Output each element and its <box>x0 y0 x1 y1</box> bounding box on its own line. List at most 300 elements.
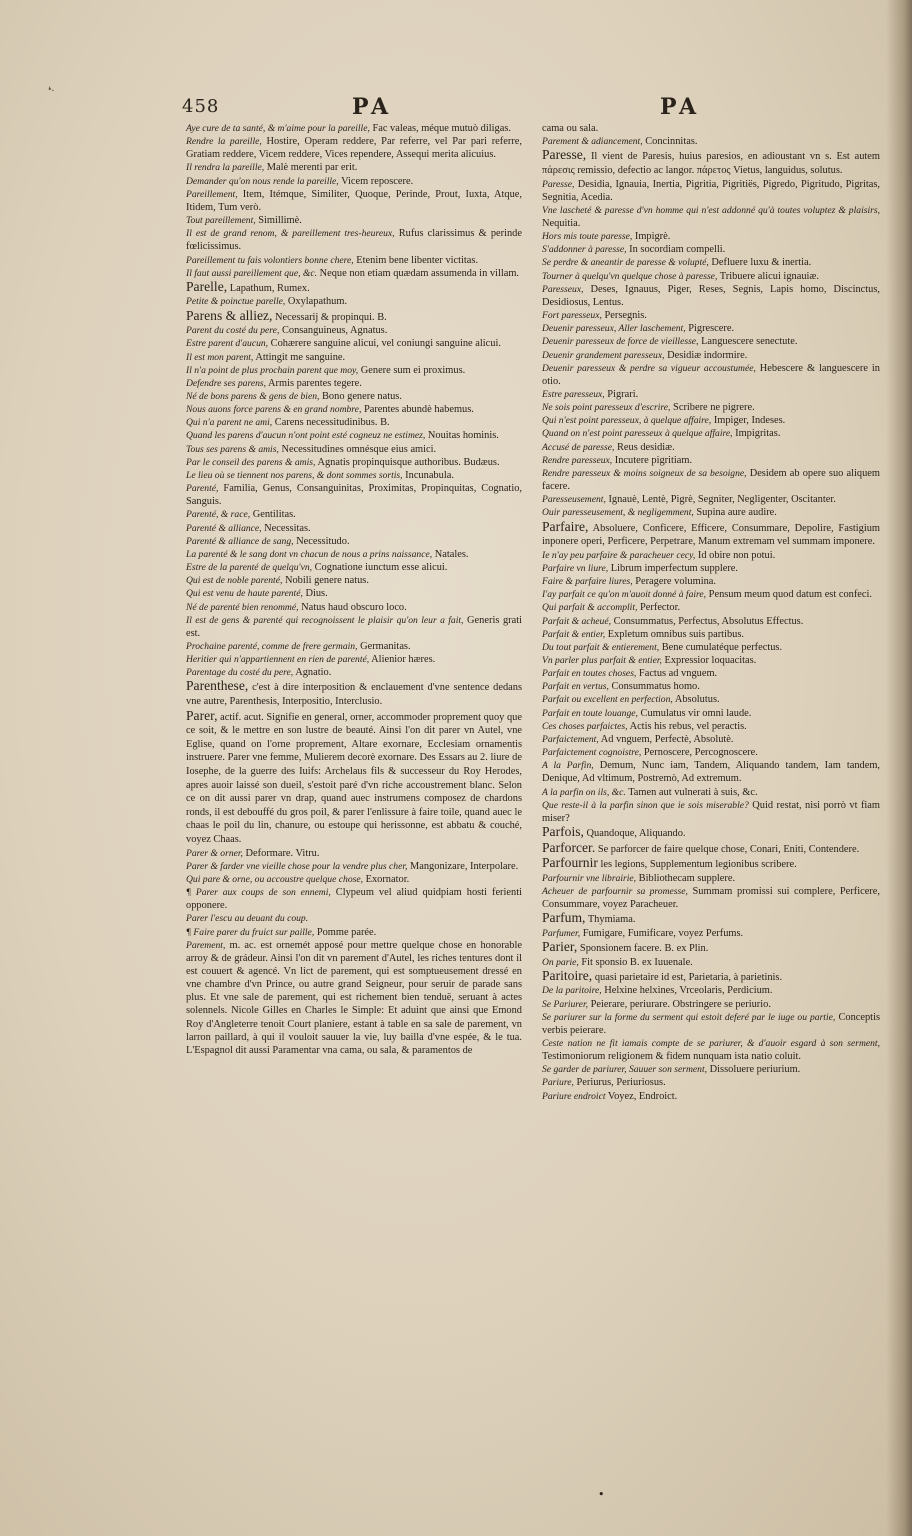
entry-french: Acheuer de parfournir sa promesse, <box>542 885 688 897</box>
entry-latin: Tribuere alicui ignauiæ. <box>717 270 819 282</box>
entry-latin: Id obire non potui. <box>695 549 776 561</box>
dictionary-entry <box>542 601 880 614</box>
entry-latin: Nequitia. <box>542 217 581 229</box>
dictionary-entry <box>186 709 522 847</box>
entry-latin: Ignauè, Lentè, Pigrè, Segniter, Negligenter, Oscitanter. <box>605 494 836 506</box>
entry-french: Ie n'ay peu parfaire & paracheuer cecy, <box>542 549 696 561</box>
entry-latin: Persegnis. <box>601 310 647 322</box>
entry-french: S'addonner à paresse, <box>542 244 627 256</box>
dictionary-entry <box>186 939 522 1057</box>
entry-french: Paresseux, <box>542 283 584 295</box>
entry-french: Qui pare & orne, ou accoustre quelque chose, <box>186 873 364 885</box>
entry-french: Rendre la pareille, <box>186 136 262 148</box>
entry-french: Parier, <box>542 939 578 955</box>
entry-latin: Impigritas. <box>732 428 781 440</box>
entry-latin: Hebescere & languescere in otio. <box>542 362 880 387</box>
entry-french: Nous auons force parens & en grand nombre, <box>186 404 362 416</box>
entry-latin: Necessitudines omnésque eius amici. <box>278 443 437 455</box>
entry-latin: Genere sum ei proximus. <box>358 364 466 376</box>
entry-french: Tourner à quelqu'vn quelque chose à paresse, <box>542 270 718 282</box>
entry-french: Parer, <box>186 707 218 723</box>
entry-french: Parfait ou excellent en perfection, <box>542 694 673 706</box>
left-column <box>186 122 522 1057</box>
dictionary-entry <box>542 911 880 927</box>
entry-french: Estre paresseux, <box>542 389 605 400</box>
entry-french: Par le conseil des parens & amis, <box>186 456 316 468</box>
entry-french: Parfaictement cognoistre, <box>542 747 642 759</box>
entry-latin: Tamen aut vulnerati à suis, &c. <box>625 786 758 798</box>
dictionary-entry <box>542 733 880 746</box>
entry-french: Parentage du costé du pere, <box>186 667 294 679</box>
entry-french: Parfum, <box>542 910 586 926</box>
entry-french: Ceste nation ne fit iamais compte de se pariurer, & d'auoir esgard à son serment, <box>542 1038 880 1049</box>
entry-french: I'ay parfait ce qu'on m'auoit donné à faire, <box>542 589 707 601</box>
entry-latin: Bene cumulatéque perfectus. <box>659 641 783 653</box>
entry-latin: Factus ad vnguem. <box>636 668 718 680</box>
entry-latin: Desidia, Ignauia, Inertia, Pigritia, Pigritiës, Pigredo, Pigritudo, Pigritas, Segnitia, Acedia. <box>542 178 880 203</box>
entry-french: Parfait en toutes choses, <box>542 668 637 680</box>
entry-latin: Hostire, Operam reddere, Par referre, vel Par pari referre, Gratiam reddere, Vicem reddere, Vices rependere, Assequi merita alicuius. <box>186 136 522 161</box>
dictionary-entry <box>186 886 522 912</box>
ink-mark: ❛· <box>48 86 55 97</box>
dictionary-entry <box>186 161 522 174</box>
dictionary-entry <box>186 416 522 429</box>
entry-french: Petite & poinctue parelle, <box>186 296 286 308</box>
entry-latin: Voyez, Endroict. <box>605 1090 678 1102</box>
entry-latin: Impiger, Indeses. <box>711 415 786 427</box>
entry-latin: Periurus, Periuriosus. <box>573 1077 666 1089</box>
entry-french: La parenté & le sang dont vn chacun de nous a prins naissance, <box>186 548 433 560</box>
entry-latin: Carens necessitudinibus. B. <box>272 417 390 429</box>
dictionary-entry <box>186 522 522 535</box>
entry-latin: Neque non etiam quædam assumenda in villam. <box>317 267 520 279</box>
entry-latin: Actis his rebus, vel peractis. <box>627 720 747 732</box>
entry-french: Vn parler plus parfait & entier, <box>542 655 662 666</box>
dictionary-entry <box>186 873 522 886</box>
entry-french: Pareillement, <box>186 188 238 200</box>
dictionary-entry <box>542 549 880 562</box>
entry-french: Parfaictement, <box>542 733 599 745</box>
dictionary-entry <box>542 362 880 388</box>
entry-latin: Peragere volumina. <box>632 576 716 588</box>
entry-latin: Pigrari. <box>604 389 639 400</box>
entry-latin: Peierare, periurare. Obstringere se periurio. <box>588 998 771 1010</box>
entry-french: On parie, <box>542 956 579 968</box>
entry-latin: les legions, Supplementum legionibus scribere. <box>597 859 797 871</box>
entry-latin: Testimoniorum religionem & fidem nunquam ista natio coluit. <box>542 1051 801 1063</box>
entry-latin: Pernoscere, Percognoscere. <box>641 747 758 759</box>
entry-latin: Bono genere natus. <box>319 391 402 402</box>
dictionary-entry <box>542 1076 880 1089</box>
dictionary-entry <box>186 548 522 561</box>
dictionary-entry <box>186 601 522 614</box>
entry-latin: Consummatus, Perfectus, Absolutus Effectus. <box>611 615 804 627</box>
entry-latin: Fac valeas, méque mutuò diligas. <box>369 123 511 134</box>
entry-latin: Desidiæ indormire. <box>664 349 748 361</box>
entry-french: Parenté, <box>186 483 219 495</box>
entry-french: Rendre paresseux, <box>542 454 613 466</box>
entry-latin: Pensum meum quod datum est confeci. <box>706 589 873 601</box>
entry-latin: Absoluere, Conficere, Efficere, Consummare, Depolire, Fastigium inponere operi, Perficere, Perpetrare, Manum extremam vel summam imponere. <box>542 522 880 548</box>
entry-latin: Thymiama. <box>585 914 636 926</box>
entry-latin: Natales. <box>432 548 469 560</box>
entry-latin: Summam promissi sui complere, Perficere, Consummare, voyez Paracheuer. <box>542 885 880 911</box>
dictionary-entry <box>186 640 522 653</box>
entry-latin: Cohærere sanguine alicui, vel coniungi sanguine alicui. <box>268 338 501 350</box>
entry-latin: cama ou sala. <box>542 123 599 134</box>
dictionary-entry <box>186 337 522 350</box>
dictionary-entry <box>186 267 522 280</box>
entry-latin: Perfector. <box>637 602 681 614</box>
entry-french: Ouir paresseusement, & negligemment, <box>542 507 694 519</box>
entry-french: Aye cure de ta santé, & m'aime pour la pareille, <box>186 123 370 134</box>
dictionary-entry <box>542 1011 880 1037</box>
entry-french: Defendre ses parens, <box>186 377 267 389</box>
entry-french: Estre de la parenté de quelqu'vn, <box>186 562 313 574</box>
dictionary-entry <box>186 122 522 135</box>
entry-latin: Agnatis propinquisque authoribus. Budæus. <box>315 456 500 468</box>
dictionary-entry <box>186 561 522 574</box>
entry-latin: Generis grati est. <box>186 614 522 639</box>
entry-latin: Expressior loquacitas. <box>661 655 757 666</box>
entry-latin: Dius. <box>302 588 328 600</box>
entry-french: Parfait & acheué, <box>542 615 612 627</box>
entry-latin: Ad vnguem, Perfectè, Absolutè. <box>598 733 734 745</box>
dictionary-entry <box>186 214 522 227</box>
entry-french: Il est de gens & parenté qui recognoissent le plaisir qu'on leur a fait, <box>186 614 464 626</box>
entry-french: Prochaine parenté, comme de frere germain, <box>186 640 358 652</box>
dictionary-entry <box>186 456 522 469</box>
dictionary-entry <box>542 856 880 872</box>
entry-french: ¶ Faire parer du fruict sur paille, <box>186 926 315 938</box>
entry-french: Parement, <box>186 939 226 951</box>
entry-latin: Helxine helxines, Vrceolaris, Perdicium. <box>601 985 773 997</box>
entry-french: Qui n'a parent ne ami, <box>186 417 273 429</box>
entry-french: Paresse, <box>542 178 575 190</box>
dictionary-entry <box>542 506 880 519</box>
dictionary-entry <box>542 759 880 785</box>
entry-french: De la paritoire, <box>542 985 602 997</box>
entry-french: Parfait en toute louange, <box>542 707 638 719</box>
entry-latin: Pigrescere. <box>685 323 735 335</box>
page-number: 458 <box>182 96 220 117</box>
entry-french: Parent du costé du pere, <box>186 325 280 337</box>
dictionary-entry <box>186 188 522 214</box>
entry-latin: Deses, Ignauus, Piger, Reses, Segnis, Lapis homo, Discinctus, Desidiosus, Lentus. <box>542 283 880 308</box>
entry-latin: Concinnitas. <box>642 136 698 148</box>
entry-latin: Necessitudo. <box>293 535 350 547</box>
dictionary-entry <box>542 956 880 969</box>
entry-french: Le lieu où se tiennent nos parens, & dont sommes sortis, <box>186 469 403 481</box>
dictionary-entry <box>542 178 880 204</box>
entry-french: Parenthese, <box>186 678 249 694</box>
entry-latin: Clypeum vel aliud quidpiam hosti ferienti opponere. <box>186 887 522 912</box>
dictionary-entry <box>186 403 522 416</box>
entry-french: Qui est de noble parenté, <box>186 575 283 587</box>
dictionary-entry <box>542 148 880 177</box>
entry-french: Pariure endroict <box>542 1090 606 1102</box>
dictionary-entry <box>542 414 880 427</box>
entry-french: Demander qu'on nous rende la pareille, <box>186 175 339 187</box>
dictionary-entry <box>186 377 522 390</box>
dictionary-entry <box>542 575 880 588</box>
entry-latin: Mangonizare, Interpolare. <box>407 860 519 872</box>
dictionary-entry <box>542 283 880 309</box>
dictionary-entry <box>542 693 880 706</box>
entry-latin: Dissoluere periurium. <box>707 1064 801 1076</box>
entry-latin: Parentes abundè habemus. <box>361 404 474 416</box>
entry-latin: quasi parietaire id est, Parietaria, à parietinis. <box>592 971 783 983</box>
entry-french: Deuenir paresseux de force de vieillesse, <box>542 336 699 348</box>
entry-french: Parfournir vne librairie, <box>542 872 637 884</box>
dictionary-entry <box>542 322 880 335</box>
dictionary-entry <box>542 441 880 454</box>
dictionary-entry <box>186 469 522 482</box>
entry-french: Il faut aussi pareillement que, &c. <box>186 267 318 279</box>
dictionary-entry <box>542 135 880 148</box>
entry-latin: Consanguineus, Agnatus. <box>279 325 388 337</box>
dictionary-entry <box>186 860 522 873</box>
running-head-left: PA <box>352 94 393 120</box>
dictionary-entry <box>542 654 880 667</box>
entry-latin: Languescere senectute. <box>698 336 798 348</box>
dictionary-entry <box>186 443 522 456</box>
dictionary-entry <box>542 872 880 885</box>
entry-latin: Familia, Genus, Consanguinitas, Proximitas, Propinquitas, Cognatio, Sanguis. <box>186 483 522 508</box>
entry-french: Parforcer. <box>542 839 596 855</box>
entry-latin: Lapathum, Rumex. <box>227 282 310 294</box>
dictionary-entry <box>542 335 880 348</box>
entry-french: Parfaire vn liure, <box>542 562 609 574</box>
entry-french: Ne sois point paresseux d'escrire, <box>542 402 671 414</box>
entry-french: Parfait & entier, <box>542 628 606 640</box>
entry-latin: Desidem ab opere suo aliquem facere. <box>542 467 880 493</box>
dictionary-entry <box>542 270 880 283</box>
dictionary-entry <box>542 520 880 549</box>
dictionary-entry <box>186 351 522 364</box>
entry-latin: In socordiam compelli. <box>626 244 726 256</box>
dictionary-entry <box>542 349 880 362</box>
entry-latin: Fit sponsio B. ex Iuuenale. <box>578 956 693 968</box>
entry-french: Tout pareillement, <box>186 215 256 227</box>
entry-french: Parenté, & race, <box>186 509 251 521</box>
entry-french: Quand on n'est point paresseux à quelque affaire, <box>542 428 733 440</box>
entry-latin: Malè merenti par erit. <box>264 162 358 174</box>
entry-latin: Nouitas hominis. <box>425 430 499 442</box>
entry-latin: Scribere ne pigrere. <box>670 402 755 414</box>
entry-french: Parer & orner, <box>186 847 243 859</box>
dictionary-entry <box>542 927 880 940</box>
entry-latin: Expletum omnibus suis partibus. <box>605 628 744 640</box>
entry-french: Il n'a point de plus prochain parent que moy, <box>186 364 359 376</box>
entry-french: Il est de grand renom, & pareillement tres-heureux, <box>186 228 395 240</box>
dictionary-entry <box>186 912 522 925</box>
dictionary-entry <box>542 204 880 230</box>
entry-latin: Sponsionem facere. B. ex Plin. <box>577 943 709 955</box>
entry-french: A la Parfin, <box>542 760 594 772</box>
dictionary-entry <box>542 615 880 628</box>
entry-latin: Agnatio. <box>293 667 332 679</box>
entry-french: Paresseusement, <box>542 494 606 506</box>
dictionary-entry <box>542 667 880 680</box>
dictionary-entry <box>542 984 880 997</box>
dictionary-entry <box>542 122 880 135</box>
dictionary-entry <box>542 427 880 440</box>
entry-latin: Oxylapathum. <box>285 296 348 308</box>
entry-latin: Armis parentes tegere. <box>266 377 362 389</box>
entry-french: Ces choses parfaictes, <box>542 720 628 732</box>
dictionary-entry <box>542 680 880 693</box>
entry-french: Hors mis toute paresse, <box>542 231 633 243</box>
dictionary-entry <box>542 562 880 575</box>
entry-latin: Il vient de Paresis, huius paresios, en adioustant vn s. Est autem πάρεσις remissio, defectio ac langor. πάρετος Vietus, languidus, solutus. <box>542 151 880 176</box>
dictionary-entry <box>542 230 880 243</box>
dictionary-entry <box>186 254 522 267</box>
entry-latin: m. ac. est ornemét apposé pour mettre quelque chose en honorable arroy & de grádeur. Ainsi l'on dit vn parement d'Autel, les riches tentures dont il est couuert & agencé. Vn lict de parement, qui est somptueusement dressé en vne chambre d'vn Prince, ou autre grand Seigneur, pour seruir de parade sans plus. Et vne sale de parement, qui est richement bien tenduë, seruant à actes solennels. Nicole Gilles en Charles le Simple: Et aduint que ainsi que Emond Roy d'Angleterre tenoit Court planiere, estant à table en sa sale de parement, vn larron paillard, à qui il vouloit sauuer la vie, luy bailla d'vne espée, & le tua. L'Espagnol dit aussi Paramentar vna cama, ou sala, & paramentos de <box>186 939 522 1056</box>
entry-latin: Reus desidiæ. <box>614 441 675 453</box>
entry-french: Parenté & alliance de sang, <box>186 535 294 547</box>
entry-french: Deuenir paresseux, Aller laschement, <box>542 323 686 335</box>
entry-latin: Librum imperfectum supplere. <box>608 562 739 574</box>
dictionary-entry <box>542 799 880 825</box>
dictionary-entry <box>542 720 880 733</box>
entry-french: Parfumer, <box>542 927 581 939</box>
entry-french: Quand les parens d'aucun n'ont point esté cogneuz ne estimez, <box>186 430 426 442</box>
entry-latin: Alienior hæres. <box>369 654 436 666</box>
dictionary-entry <box>186 364 522 377</box>
dictionary-entry <box>542 401 880 414</box>
entry-french: Né de parenté bien renommé, <box>186 601 299 613</box>
entry-latin: Se parforcer de faire quelque chose, Conari, Eniti, Contendere. <box>595 843 860 855</box>
dictionary-entry <box>542 1090 880 1103</box>
entry-latin: Incutere pigritiam. <box>612 454 693 466</box>
dictionary-entry <box>186 508 522 521</box>
entry-latin: Incunabula. <box>402 469 454 481</box>
dictionary-entry <box>186 679 522 708</box>
dictionary-entry <box>542 786 880 799</box>
entry-french: Se perdre & aneantir de paresse & volupté, <box>542 257 709 269</box>
entry-french: Né de bons parens & gens de bien, <box>186 391 320 402</box>
dictionary-entry <box>542 969 880 985</box>
page-edge-shadow <box>886 0 912 1536</box>
entry-latin: Natus haud obscuro loco. <box>298 601 407 613</box>
entry-french: Du tout parfait & entierement, <box>542 641 660 653</box>
entry-french: Parer l'escu au deuant du coup. <box>186 913 309 925</box>
entry-french: Heritier qui n'appartiennent en rien de parenté, <box>186 654 370 666</box>
dictionary-entry <box>186 574 522 587</box>
entry-french: Qui est venu de haute parenté, <box>186 588 303 600</box>
dictionary-entry <box>542 885 880 911</box>
entry-latin: Rufus clarissimus & perinde fœlicissimus. <box>186 228 522 253</box>
dictionary-entry <box>542 454 880 467</box>
entry-latin: Attingit me sanguine. <box>253 351 346 363</box>
entry-french: Pariure, <box>542 1077 574 1089</box>
dictionary-entry <box>542 256 880 269</box>
dictionary-entry <box>186 614 522 640</box>
entry-french: Parfournir <box>542 855 598 871</box>
dictionary-entry <box>186 280 522 296</box>
entry-french: Parenté & alliance, <box>186 522 262 534</box>
entry-french: Parement & adiancement, <box>542 136 643 148</box>
entry-french: Il rendra la pareille, <box>186 162 265 174</box>
dictionary-entry <box>186 926 522 939</box>
entry-french: Parfois, <box>542 824 584 840</box>
entry-french: Qui parfait & accomplit, <box>542 602 638 614</box>
dictionary-entry <box>542 998 880 1011</box>
dictionary-entry <box>542 641 880 654</box>
right-column <box>542 122 880 1103</box>
entry-french: Vne lascheté & paresse d'vn homme qui n'est addonné qu'à toutes voluptez & plaisirs, <box>542 204 880 216</box>
entry-french: Tous ses parens & amis, <box>186 443 279 455</box>
entry-latin: Etenim bene libenter victitas. <box>353 254 479 266</box>
dictionary-entry <box>186 482 522 508</box>
entry-french: Accusé de paresse, <box>542 441 615 453</box>
running-head-right: PA <box>660 94 701 120</box>
dictionary-entry <box>542 243 880 256</box>
entry-french: Paritoire, <box>542 967 593 983</box>
entry-latin: Germanitas. <box>357 640 411 652</box>
entry-latin: Exornator. <box>363 873 410 885</box>
dictionary-entry <box>542 940 880 956</box>
dictionary-entry <box>186 309 522 325</box>
entry-latin: Conceptis verbis peierare. <box>542 1011 881 1036</box>
entry-latin: Fumigare, Fumificare, voyez Perfums. <box>580 927 744 939</box>
entry-french: Parer & farder vne vieille chose pour la vendre plus cher, <box>186 860 408 872</box>
entry-latin: Deformare. Vitru. <box>242 847 320 859</box>
entry-french: Rendre paresseux & moins soigneux de sa besoigne, <box>542 467 747 479</box>
dictionary-entry <box>542 588 880 601</box>
entry-french: Paresse, <box>542 147 587 163</box>
entry-latin: actif. acut. Signifie en general, orner, accommoder proprement quoy que ce soit, & le mettre en son lustre de beauté. Ainsi l'on dit parer vn Autel, vne Eglise, quand on l'orne proprement, Altare exornare, Ecclesiam ornamentis instruere. Parer vne femme, Mulierem decorè exornare. Des Essars au 2. liure de Iosephe, de la guerre des Iuifs: Archelaus fils & successeur du Roy Herodes, apres auoir laissé son dueil, s'estoit paré d'vn riche accoustrement blanc. Selon ce on dit aussi parer vn drap, quand auec instrumens composez de chardons ronds, il est debouffé du gros poil, & parer l'enlissure à faire toile, quand auec le chaas le poil du lin, chanure, ou estoupe qui herissonne, est abbatu & couché, voyez Chaas. <box>186 711 522 845</box>
entry-french: Se Pariurer, <box>542 998 589 1010</box>
entry-latin: Vicem reposcere. <box>338 175 414 187</box>
dictionary-entry <box>186 227 522 253</box>
entry-latin: c'est à dire interposition & enclauement d'vne sentence dedans vne autre, Parenthesis, Interpositio, Interclusio. <box>186 682 522 708</box>
dictionary-entry <box>542 493 880 506</box>
entry-latin: Defluere luxu & inertia. <box>708 257 812 269</box>
entry-latin: Pomme parée. <box>314 926 377 938</box>
entry-latin: Supina aure audire. <box>693 507 777 519</box>
entry-french: Fort paresseux, <box>542 310 602 322</box>
dictionary-entry <box>542 707 880 720</box>
entry-latin: Demum, Nunc iam, Tandem, Aliquando tandem, Iam tandem, Denique, Ad vltimum, Postremò, Ad extremum. <box>542 760 880 785</box>
dictionary-entry <box>186 535 522 548</box>
dictionary-entry <box>542 746 880 759</box>
entry-latin: Quid restat, nisi porrò vt fiam miser? <box>542 799 880 824</box>
dictionary-entry <box>542 309 880 322</box>
dictionary-entry <box>186 175 522 188</box>
dictionary-entry <box>542 841 880 857</box>
entry-latin: Absolutus. <box>672 694 720 706</box>
entry-french: Se pariurer sur la forme du serment qui estoit deferé par le iuge ou partie, <box>542 1011 836 1023</box>
dictionary-entry <box>186 324 522 337</box>
entry-latin: Nobili genere natus. <box>282 575 369 587</box>
entry-french: Estre parent d'aucun, <box>186 338 269 350</box>
entry-french: A la parfin on ils, &c. <box>542 786 626 798</box>
dictionary-entry <box>542 1037 880 1063</box>
dictionary-entry <box>186 135 522 161</box>
entry-french: ¶ Parer aux coups de son ennemi, <box>186 887 331 899</box>
entry-french: Se garder de pariurer, Sauuer son serment, <box>542 1064 708 1076</box>
entry-latin: Simillimè. <box>255 215 302 227</box>
entry-latin: Consummatus homo. <box>608 681 700 693</box>
entry-french: Pareillement tu fais volontiers bonne chere, <box>186 254 354 266</box>
entry-french: Deuenir grandement paresseux, <box>542 349 665 361</box>
entry-french: Que reste-il à la parfin sinon que ie sois miserable? <box>542 799 749 811</box>
dictionary-entry <box>542 388 880 401</box>
entry-french: Qui n'est point paresseux, à quelque affaire, <box>542 415 712 427</box>
entry-latin: Bibliothecam supplere. <box>636 872 736 884</box>
